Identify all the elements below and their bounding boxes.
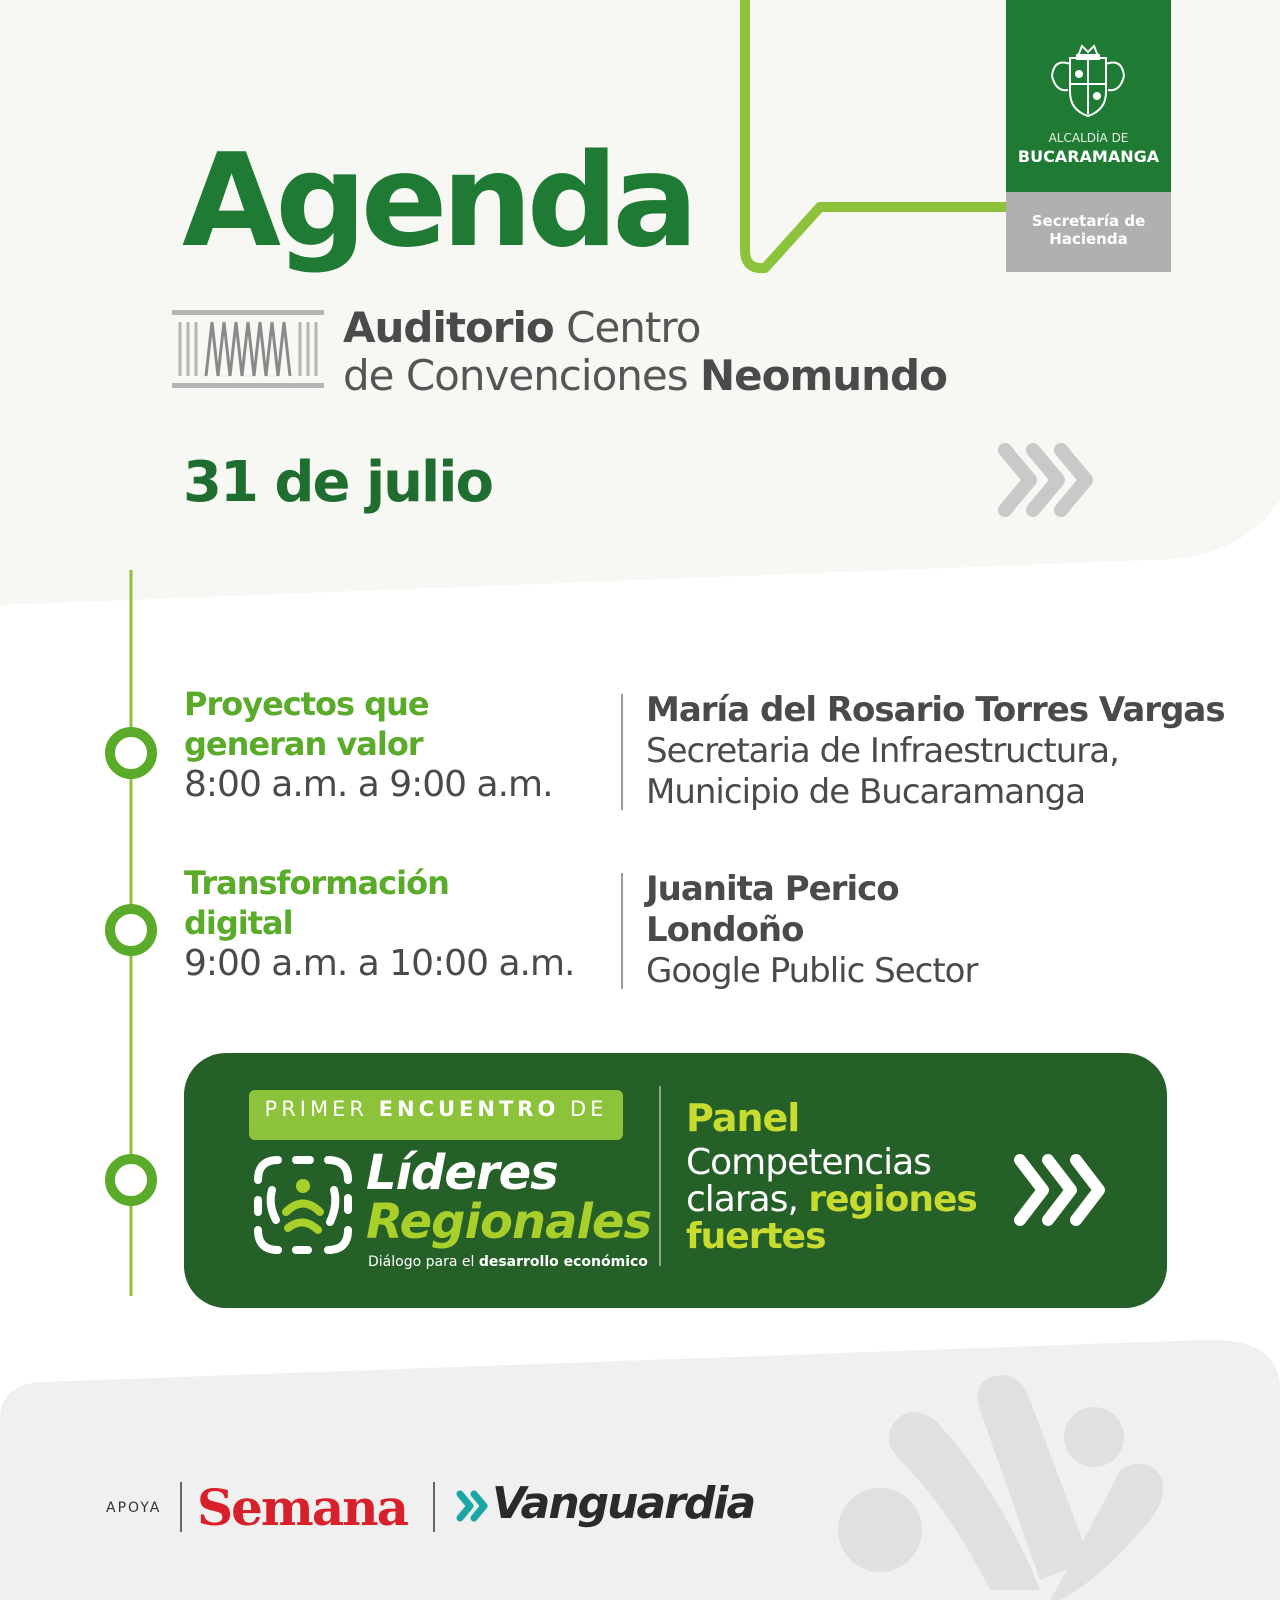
coat-of-arms-icon	[1048, 40, 1128, 122]
item-time: 9:00 a.m. a 10:00 a.m.	[184, 943, 575, 984]
badge-text	[249, 1097, 623, 1121]
sponsor-separator	[433, 1482, 435, 1532]
chevrons-right-icon	[995, 440, 1095, 520]
venue-normal-2: de Convenciones	[343, 351, 700, 400]
semana-logo: Semana	[197, 1478, 407, 1537]
lideres-logo-icon	[248, 1150, 358, 1260]
timeline-dot-3	[110, 1159, 152, 1201]
item-separator	[621, 873, 623, 989]
supporters-label: APOYA	[106, 1500, 162, 1516]
event-date: 31 de julio	[183, 450, 492, 515]
speaker-name-line-1: María del Rosario Torres Vargas	[646, 690, 1225, 730]
speaker-2	[646, 869, 977, 992]
speaker-role-line-2: Municipio de Bucaramanga	[646, 772, 1086, 812]
secretaria-line-2: Hacienda	[1049, 230, 1128, 248]
item-title-line-1: Transformación	[184, 864, 449, 902]
panel-label: Panel	[686, 1096, 800, 1140]
panel-topic-l2a: claras,	[686, 1179, 809, 1220]
speaker-1	[646, 690, 1225, 813]
lideres-title-line-2: Regionales	[366, 1194, 652, 1250]
bottom-background	[0, 1330, 1280, 1600]
panel-topic-l2b: regiones	[808, 1179, 977, 1220]
venue-line-2	[343, 353, 947, 399]
logo-line-2: BUCARAMANGA	[1017, 147, 1160, 166]
speaker-role-line-1: Secretaria de Infraestructura,	[646, 731, 1119, 771]
lideres-tagline	[368, 1254, 648, 1270]
secretaria-label	[1006, 212, 1171, 248]
sponsor-separator	[180, 1482, 182, 1532]
tagline-normal: Diálogo para el	[368, 1254, 479, 1270]
badge-bold: ENCUENTRO	[378, 1097, 560, 1121]
speaker-name-line-2: Londoño	[646, 910, 804, 950]
panel-topic-line-2	[686, 1181, 986, 1218]
agenda-title: Agenda	[182, 127, 693, 276]
venue-line-1	[343, 305, 700, 351]
chevrons-right-icon	[1010, 1150, 1110, 1230]
item-title-line-2: digital	[184, 904, 293, 942]
panel-separator	[659, 1086, 661, 1266]
badge-normal-2: DE	[559, 1097, 608, 1121]
speaker-role-line-1: Google Public Sector	[646, 951, 978, 991]
logo-line-1: ALCALDÍA DE	[1048, 131, 1129, 145]
item-title-line-1: Proyectos que	[184, 685, 429, 723]
tagline-bold: desarrollo económico	[478, 1254, 648, 1270]
vanguardia-chevron-icon	[455, 1488, 491, 1524]
agenda-item-2	[184, 863, 574, 985]
timeline	[0, 560, 170, 1300]
vanguardia-logo: Vanguardia	[492, 1478, 755, 1529]
secretaria-line-1: Secretaría de	[1031, 212, 1146, 230]
panel-topic	[686, 1144, 986, 1255]
item-separator	[621, 694, 623, 810]
venue-normal-1: Centro	[553, 303, 701, 352]
panel-topic-line-1: Competencias	[686, 1142, 931, 1183]
panel-topic-line-3: fuertes	[686, 1216, 826, 1257]
timeline-dot-1	[110, 732, 152, 774]
speaker-name-line-1: Juanita Perico	[646, 869, 899, 909]
agenda-item-1	[184, 684, 553, 806]
venue-bold-1: Auditorio	[343, 303, 554, 352]
item-title-line-2: generan valor	[184, 725, 423, 763]
item-time: 8:00 a.m. a 9:00 a.m.	[184, 764, 553, 805]
venue-bold-2: Neomundo	[699, 351, 947, 400]
timeline-dot-2	[110, 909, 152, 951]
lideres-title-line-1: Líderes	[366, 1145, 558, 1201]
badge-normal-1: PRIMER	[264, 1097, 379, 1121]
auditorium-icon	[172, 308, 328, 392]
